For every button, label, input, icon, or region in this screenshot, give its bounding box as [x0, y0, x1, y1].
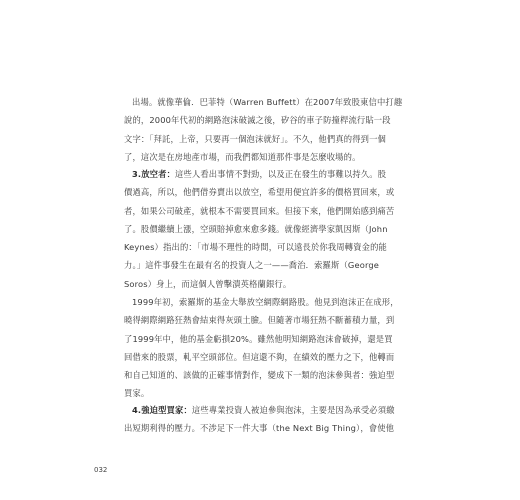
paragraph-forced-buyers: [124, 401, 406, 438]
section-heading-short-sellers: 3.放空者：: [132, 169, 176, 179]
paragraph-line: [124, 401, 406, 419]
paragraph-line: 了1999年中，他的基金虧損20%。雖然他明知網路泡沫會破掉，還是買: [124, 333, 393, 344]
paragraph-line-text: 這些人看出事情不對勁，以及正在發生的事難以持久。股: [175, 169, 387, 179]
paragraph-line: 1999年初，索羅斯的基金大舉放空網際網路股。他見到泡沫正在成形，: [132, 297, 399, 307]
paragraph-line: 說的，2000年代初的網路泡沫破滅之後，矽谷的車子防撞桿流行貼一段: [124, 115, 391, 126]
paragraph-line: 買家。: [124, 388, 150, 399]
paragraph-line: 了，這次是在房地產市場，而我們都知道那件事是怎麼收場的。: [124, 151, 361, 162]
paragraph-short-sellers: [124, 165, 406, 293]
paragraph-1: [124, 93, 406, 166]
paragraph-line: 曉得網際網路狂熱會結束得灰頭土臉。但隨著市場狂熱不斷蓄積力量，到: [124, 315, 395, 326]
paragraph-line: 了。股價繼續上漲，空頭賠掉愈來愈多錢。就像經濟學家凱因斯（John: [124, 223, 388, 234]
paragraph-line: 出場。就像華倫．巴菲特（Warren Buffett）在2007年致股東信中打趣: [132, 97, 403, 107]
paragraph-line: 力。」這件事發生在最有名的投資人之一——喬治．索羅斯（George: [124, 260, 380, 271]
paragraph-line: Soros）身上，而這個人曾擊潰英格蘭銀行。: [124, 278, 292, 289]
paragraph-line: 者，如果公司破產，就根本不需要買回來。但接下來，他們開始感到痛苦: [124, 205, 395, 216]
paragraph-line: 文字：「拜託，上帝，只要再一個泡沫就好」。不久，他們真的得到一個: [124, 133, 387, 144]
section-heading-forced-buyers: 4.強迫型買家：: [132, 405, 192, 415]
paragraph-line: 價過高，所以，他們借券賣出以放空，希望用便宜許多的價格買回來，或: [124, 187, 395, 198]
paragraph-line: 和自己知道的、該做的正確事情對作，變成下一類的泡沫參與者：強迫型: [124, 370, 395, 381]
paragraph-soros-1999: [124, 293, 406, 403]
paragraph-line: [124, 165, 406, 183]
page-number: 032: [94, 466, 108, 474]
paragraph-line: 出短期利得的壓力。不涉足下一件大事（the Next Big Thing），會使他: [124, 423, 395, 434]
paragraph-line: 回借來的股票，軋平空頭部位。但這還不夠，在績效的壓力之下，他轉而: [124, 351, 395, 362]
paragraph-line: Keynes）指出的：「市場不理性的時間，可以遠長於你我周轉資金的能: [124, 242, 387, 253]
paragraph-line-text: 這些專業投資人被迫參與泡沫，主要是因為承受必須繳: [191, 405, 395, 415]
